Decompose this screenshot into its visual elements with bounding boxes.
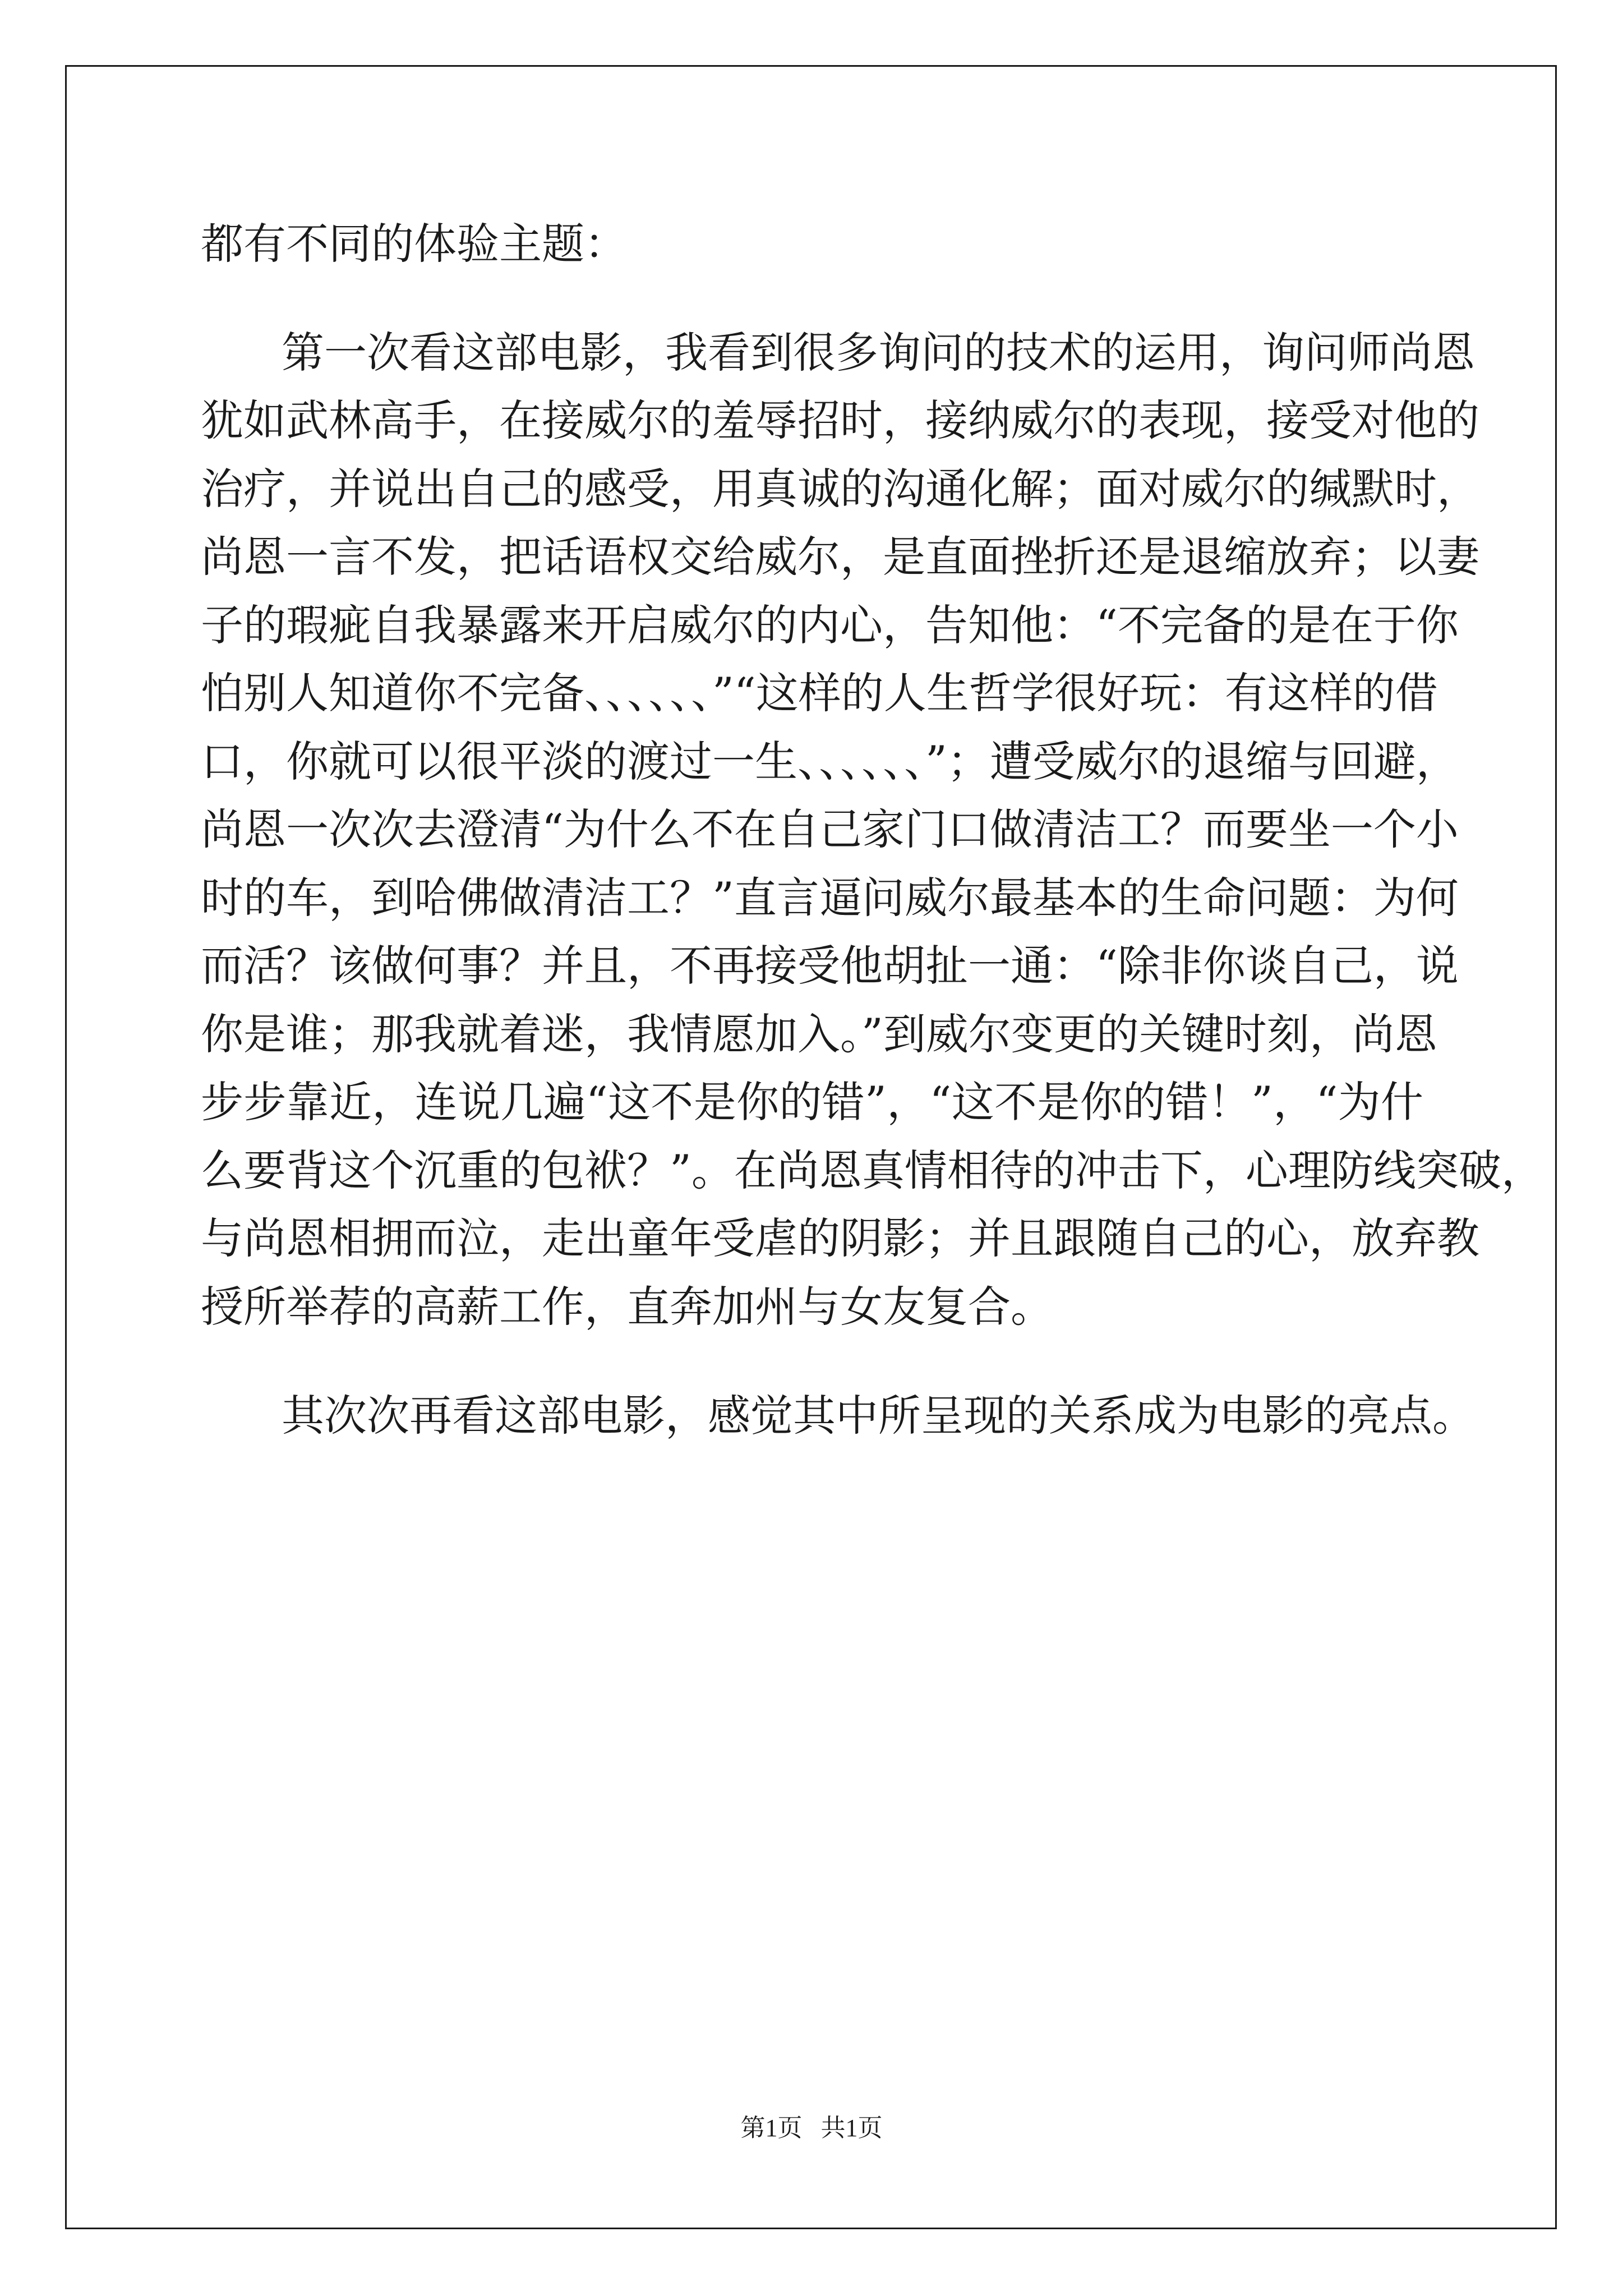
page-number: 第1页 共1页 [740, 2114, 883, 2142]
text-line: 尚恩一言不发，把话语权交给威尔，是直面挫折还是退缩放弃；以妻 [201, 532, 1479, 582]
paragraph-first-line: 其次次再看这部电影，感觉其中所呈现的关系成为电影的亮点。 [282, 1391, 1475, 1441]
paragraph-first-line: 第一次看这部电影，我看到很多询问的技术的运用，询问师尚恩 [282, 328, 1475, 378]
text-line: 你是谁；那我就着迷，我情愿加入。”到威尔变更的关键时刻，尚恩 [201, 1009, 1437, 1059]
text-line: 而活？该做何事？并且，不再接受他胡扯一通：“除非你谈自己，说 [201, 941, 1459, 991]
text-line: 子的瑕疵自我暴露来开启威尔的内心，告知他：“不完备的是在于你 [201, 600, 1459, 650]
text-line: 与尚恩相拥而泣，走出童年受虐的阴影；并且跟随自己的心，放弃教 [201, 1213, 1479, 1263]
text-line: 尚恩一次次去澄清“为什么不在自己家门口做清洁工？而要坐一个小 [201, 804, 1459, 854]
text-line: 么要背这个沉重的包袱？”。在尚恩真情相待的冲击下，心理防线突破， [201, 1145, 1544, 1195]
text-line: 都有不同的体验主题： [201, 219, 627, 269]
text-line: 步步靠近，连说几遍“这不是你的错”，“这不是你的错！”，“为什 [201, 1077, 1423, 1127]
text-line: 授所举荐的高薪工作，直奔加州与女友复合。 [201, 1282, 1053, 1332]
text-line: 怕别人知道你不完备、、、、、、”“这样的人生哲学很好玩：有这样的借 [201, 668, 1438, 718]
text-line: 时的车，到哈佛做清洁工？”直言逼问威尔最基本的生命问题：为何 [201, 873, 1459, 923]
text-line: 口，你就可以很平淡的渡过一生、、、、、、”；遭受威尔的退缩与回避， [201, 737, 1459, 786]
text-line: 治疗，并说出自己的感受，用真诚的沟通化解；面对威尔的缄默时， [201, 464, 1479, 514]
text-line: 犹如武林高手，在接威尔的羞辱招时，接纳威尔的表现，接受对他的 [201, 395, 1479, 445]
